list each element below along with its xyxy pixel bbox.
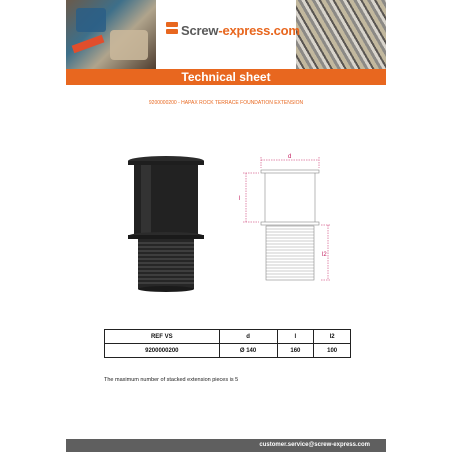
table-cell-l: 160 <box>277 344 314 358</box>
technical-drawing <box>231 152 331 287</box>
table-row <box>105 344 351 358</box>
table-header-d: d <box>219 330 277 344</box>
logo-text-part2: -express.com <box>218 22 300 38</box>
logo-text-part1: Screw <box>181 22 219 38</box>
table-header-l: l <box>277 330 314 344</box>
page-title: Technical sheet <box>66 69 386 85</box>
dimension-l-label: l <box>239 196 241 202</box>
table-cell-d: Ø 140 <box>219 344 277 358</box>
screws-photo <box>296 0 386 69</box>
product-image <box>121 155 211 295</box>
logo-icon <box>166 22 178 38</box>
table-header-ref: REF VS <box>105 330 220 344</box>
footer-bar <box>66 439 386 452</box>
tools-photo <box>66 0 156 69</box>
header-banner <box>66 0 386 69</box>
footer-email-link[interactable]: customer.service@screw-express.com <box>259 442 370 448</box>
dimension-l2-label: l2 <box>322 252 327 258</box>
dimension-d-label: d <box>288 154 292 160</box>
product-subtitle: 9200000200 - HAPAX ROCK TERRACE FOUNDATION EXTENSION <box>148 100 304 106</box>
stacking-note: The maximum number of stacked extension pieces is 5 <box>104 377 239 383</box>
table-header-l2: l2 <box>314 330 351 344</box>
table-cell-l2: 100 <box>314 344 351 358</box>
table-cell-ref: 9200000200 <box>105 344 220 358</box>
spec-table <box>104 329 351 358</box>
table-header-row <box>105 330 351 344</box>
brand-logo[interactable] <box>166 22 300 38</box>
technical-sheet-page <box>66 0 386 452</box>
